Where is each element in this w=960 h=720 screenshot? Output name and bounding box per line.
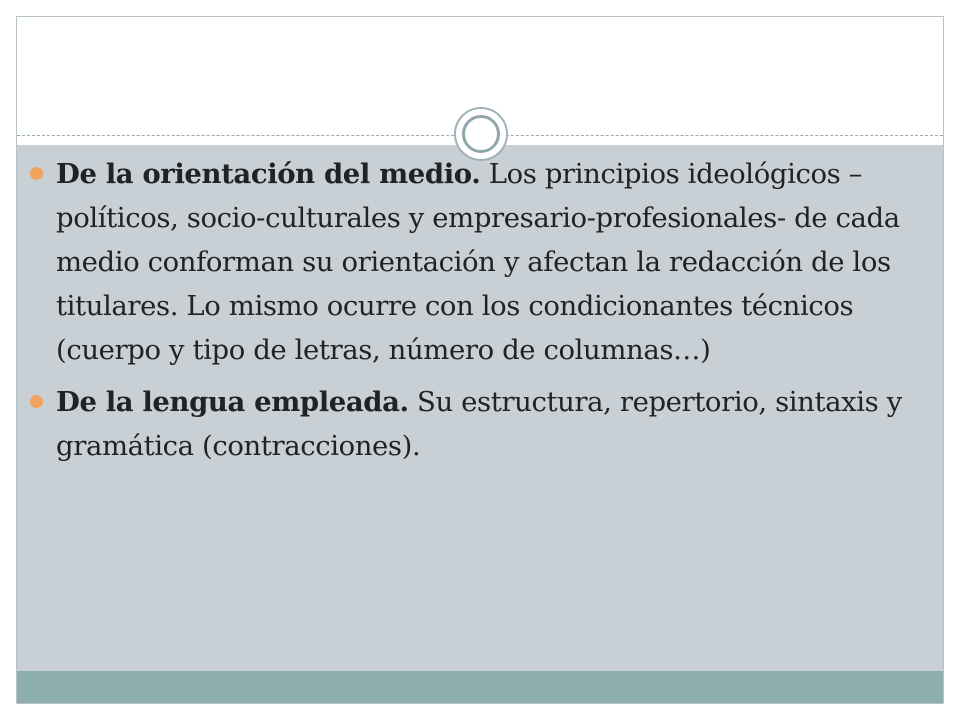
list-item-text	[56, 152, 916, 372]
list-item-body: Su estructura, repertorio, sintaxis y gramática (contracciones).	[56, 386, 902, 462]
bullet-dot-icon	[30, 167, 43, 180]
inner-circle	[462, 115, 500, 153]
list-item	[56, 152, 916, 372]
list-item-body: Los principios ideológicos –políticos, socio-culturales y empresario-profesionales- de cada medio conforman su orientación y afectan la redacción de los titulares. Lo mismo ocurre con los condicionantes técnicos (cuerpo y tipo de letras, número de columnas…)	[56, 158, 900, 366]
bullet-dot-icon	[30, 395, 43, 408]
bullet-list	[56, 152, 916, 476]
list-item-text	[56, 380, 916, 468]
list-item	[56, 380, 916, 468]
list-item-heading: De la orientación del medio.	[56, 158, 481, 190]
footer-bar	[17, 671, 943, 703]
list-item-heading: De la lengua empleada.	[56, 386, 409, 418]
